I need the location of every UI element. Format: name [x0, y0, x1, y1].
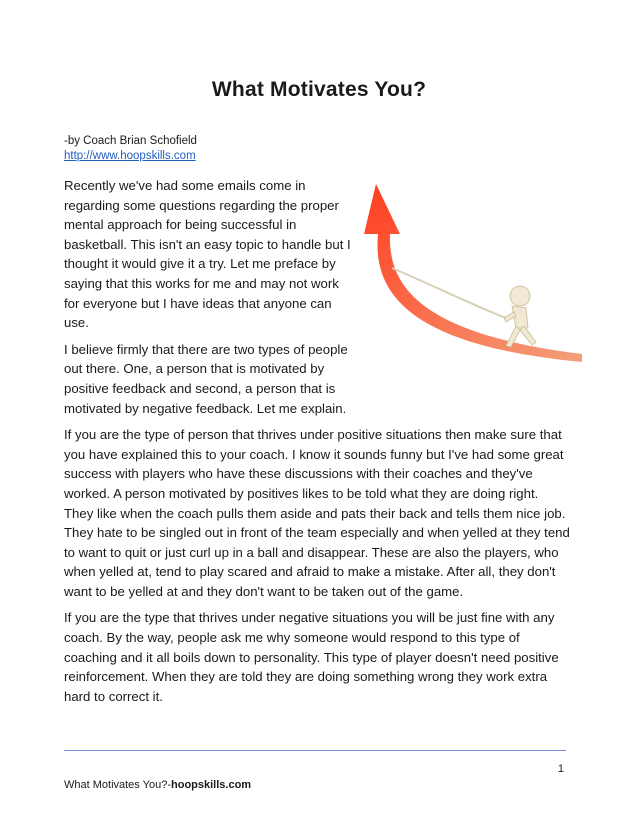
figure-person: [504, 286, 536, 347]
paragraph: Recently we've had some emails come in regarding some questions regarding the proper mental approach for being successful in basketball. This isn't an easy topic to handle but I thought it would give it a try. Let me preface by saying that this works for me and may not work for everyone but I have ideas that anyone can use.: [64, 178, 351, 331]
byline-block: [64, 134, 197, 164]
document-body: [64, 176, 570, 713]
paragraph: I believe firmly that there are two types of people out there. One, a person that is motivated by positive feedback and second, a person that is motivated by negative feedback. Let me explain.: [64, 341, 348, 416]
website-link[interactable]: http://www.hoopskills.com: [64, 150, 196, 162]
footer-site: hoopskills.com: [171, 779, 252, 791]
footer-divider: [64, 750, 566, 751]
arrow-shape: [364, 184, 582, 362]
arrow-figure-illustration: [360, 176, 586, 380]
byline: -by Coach Brian Schofield: [64, 135, 197, 147]
page-number: 1: [557, 763, 564, 775]
paragraph: If you are the type of person that thrives under positive situations then make sure that you have explained this to your coach. I know it sounds funny but I've had some great success with players who have these discussions with their coaches and they've worked. A person motivated by positives likes to be told what they are doing right. They like when the coach pulls them aside and pats their back and tells them nice job. They hate to be singled out in front of the team especially and when yelled at they tend to want to quit or just curl up in a ball and disappear. These are also the players, who when yelled at, tend to play scared and afraid to make a mistake. After all, they don't want to be yelled at and they don't want to be taken out of the game.: [64, 427, 570, 599]
footer: [64, 779, 251, 791]
footer-title: What Motivates You?-: [64, 779, 172, 791]
paragraph: If you are the type that thrives under negative situations you will be just fine with any coach. By the way, people ask me why someone would respond to this type of coaching and it all boils down to personality. This type of player doesn't need positive reinforcement. When they are told they are doing something wrong they work extra hard to correct it.: [64, 610, 559, 704]
document-title: What Motivates You?: [211, 78, 427, 101]
